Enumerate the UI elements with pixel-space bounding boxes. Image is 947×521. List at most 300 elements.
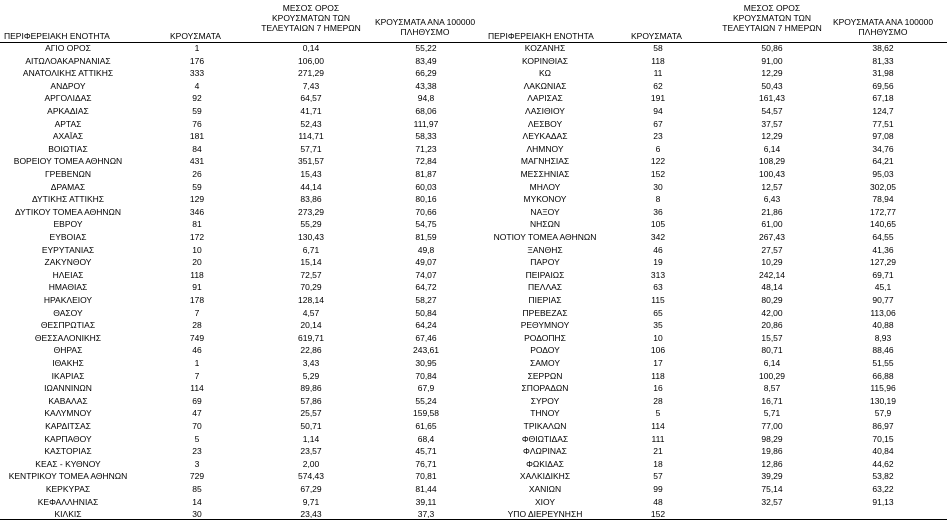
right-row-per100k: 70,15 — [872, 433, 894, 444]
right-row-cases: 8 — [655, 194, 661, 205]
left-row-avg7: 20,14 — [300, 320, 322, 331]
right-row-avg7: 5,71 — [763, 408, 781, 419]
left-row-per100k: 50,84 — [415, 307, 437, 318]
right-row-per100k: 31,98 — [872, 68, 894, 79]
right-row-cases: 114 — [651, 421, 665, 431]
right-row-avg7: 6,43 — [763, 194, 781, 205]
left-row-per100k: 68,4 — [417, 433, 435, 444]
right-row-per100k: 127,29 — [870, 257, 896, 268]
left-row-region: ΔΥΤΙΚΟΥ ΤΟΜΕΑ ΑΘΗΝΩΝ — [14, 206, 122, 217]
right-row-per100k: 86,97 — [872, 421, 894, 431]
right-header-avg — [707, 3, 837, 33]
left-row-cases: 333 — [189, 68, 205, 79]
right-row-cases: 18 — [653, 458, 663, 469]
right-row-per100k: 64,55 — [872, 232, 894, 242]
left-row-avg7: 57,71 — [300, 143, 322, 154]
right-row-per100k: 140,65 — [870, 219, 896, 230]
right-row-avg7: 12,29 — [761, 131, 783, 142]
right-row-avg7: 77,00 — [761, 421, 783, 431]
left-row-cases: 23 — [192, 446, 202, 457]
left-row-per100k: 111,97 — [413, 118, 439, 129]
left-row-region: ΚΕΡΚΥΡΑΣ — [45, 484, 91, 494]
left-row-avg7: 25,57 — [300, 408, 322, 419]
right-row-region: ΠΙΕΡΙΑΣ — [528, 295, 562, 305]
left-row-cases: 129 — [189, 194, 205, 205]
left-row-cases: 76 — [192, 118, 202, 129]
right-row-avg7: 50,43 — [761, 80, 783, 91]
right-row-avg7: 6,14 — [763, 143, 781, 154]
right-row-avg7: 21,86 — [761, 206, 783, 217]
right-row-per100k: 45,1 — [874, 282, 892, 293]
left-row-avg7: 574,43 — [298, 471, 324, 482]
right-row-region: ΣΥΡΟΥ — [530, 395, 560, 406]
left-row-per100k: 61,65 — [415, 421, 437, 431]
right-row-region: ΡΟΔΟΠΗΣ — [524, 332, 566, 343]
left-row-region: ΚΙΛΚΙΣ — [54, 509, 82, 520]
right-row-avg7: 37,57 — [761, 118, 783, 129]
left-row-region: ΖΑΚΥΝΘΟΥ — [44, 257, 92, 268]
right-row-avg7: 61,00 — [761, 219, 783, 230]
right-row-per100k: 77,51 — [872, 118, 894, 129]
left-row-region: ΑΙΤΩΛΟΑΚΑΡΝΑΝΙΑΣ — [25, 55, 111, 66]
left-row-avg7: 23,43 — [300, 509, 322, 520]
right-row-region: ΚΟΖΑΝΗΣ — [524, 43, 566, 53]
left-row-cases: 172 — [189, 232, 205, 242]
left-header-avg-line3: ΤΕΛΕΥΤΑΙΩΝ 7 ΗΜΕΡΩΝ — [261, 23, 361, 33]
left-row-per100k: 67,46 — [415, 332, 437, 343]
right-row-region: ΧΙΟΥ — [534, 496, 556, 507]
left-row-per100k: 74,07 — [415, 269, 437, 280]
right-row-region: ΠΑΡΟΥ — [530, 257, 560, 268]
left-row-cases: 47 — [192, 408, 202, 419]
left-row-region: ΘΕΣΣΑΛΟΝΙΚΗΣ — [34, 332, 102, 343]
left-row-avg7: 1,14 — [302, 433, 320, 444]
left-row-avg7: 15,43 — [300, 169, 322, 179]
left-row-per100k: 67,9 — [417, 383, 435, 394]
right-row-avg7: 32,57 — [761, 496, 783, 507]
right-row-region: ΡΟΔΟΥ — [530, 345, 560, 356]
left-row-avg7: 67,29 — [300, 484, 322, 494]
right-row-per100k: 63,22 — [872, 484, 894, 494]
right-row-per100k: 88,46 — [872, 345, 894, 356]
right-row-cases: 115 — [651, 295, 665, 305]
left-row-region: ΑΡΓΟΛΙΔΑΣ — [44, 93, 92, 104]
left-header-avg-line1: ΜΕΣΟΣ ΟΡΟΣ — [282, 3, 340, 13]
right-row-per100k: 69,71 — [872, 269, 894, 280]
right-row-avg7: 39,29 — [761, 471, 783, 482]
left-row-per100k: 60,03 — [415, 181, 437, 192]
left-row-avg7: 351,57 — [298, 156, 324, 167]
left-row-per100k: 81,44 — [415, 484, 437, 494]
left-row-per100k: 55,22 — [415, 43, 437, 53]
right-row-cases: 67 — [653, 118, 663, 129]
left-row-cases: 118 — [190, 269, 204, 280]
left-row-avg7: 114,71 — [298, 131, 324, 142]
right-row-per100k: 57,9 — [874, 408, 892, 419]
left-row-cases: 431 — [189, 156, 205, 167]
right-row-per100k: 64,21 — [872, 156, 894, 167]
right-row-region: ΛΑΚΩΝΙΑΣ — [523, 80, 567, 91]
left-header-per100k — [365, 17, 485, 37]
left-row-cases: 10 — [192, 244, 202, 255]
right-row-cases: 36 — [653, 206, 663, 217]
left-row-per100k: 81,87 — [415, 169, 437, 179]
left-row-cases: 176 — [189, 55, 205, 66]
right-row-avg7: 80,29 — [761, 295, 783, 305]
left-row-cases: 92 — [192, 93, 202, 104]
right-row-cases: 152 — [650, 509, 666, 520]
left-row-cases: 28 — [192, 320, 202, 331]
left-row-cases: 749 — [189, 332, 205, 343]
left-row-avg7: 130,43 — [298, 232, 324, 242]
left-row-avg7: 5,29 — [302, 370, 320, 381]
right-row-avg7: 19,86 — [761, 446, 783, 457]
left-row-region: ΚΑΛΥΜΝΟΥ — [44, 408, 92, 419]
left-row-cases: 91 — [192, 282, 202, 293]
right-row-cases: 63 — [653, 282, 663, 293]
left-row-avg7: 22,86 — [300, 345, 322, 356]
right-row-avg7: 10,29 — [761, 257, 783, 268]
right-row-cases: 342 — [650, 232, 666, 242]
left-header-avg — [246, 3, 376, 33]
right-row-per100k: 91,13 — [872, 496, 894, 507]
left-row-avg7: 619,71 — [298, 332, 324, 343]
right-row-per100k: 81,33 — [872, 55, 894, 66]
right-row-cases: 58 — [653, 43, 663, 53]
right-row-avg7: 267,43 — [759, 232, 785, 242]
left-row-region: ΕΥΒΟΙΑΣ — [49, 232, 87, 242]
right-row-region: ΤΡΙΚΑΛΩΝ — [523, 421, 567, 431]
right-row-region: ΠΡΕΒΕΖΑΣ — [522, 307, 568, 318]
left-row-avg7: 23,57 — [300, 446, 322, 457]
right-row-cases: 118 — [651, 370, 665, 381]
left-row-per100k: 94,8 — [417, 93, 435, 104]
right-row-avg7: 6,14 — [763, 358, 781, 368]
left-row-cases: 30 — [192, 509, 202, 520]
right-row-cases: 5 — [655, 408, 661, 419]
right-header-avg-line1: ΜΕΣΟΣ ΟΡΟΣ — [743, 3, 801, 13]
left-row-cases: 3 — [194, 458, 200, 469]
left-row-cases: 178 — [189, 295, 205, 305]
left-row-avg7: 3,43 — [302, 358, 320, 368]
right-row-region: ΛΑΣΙΘΙΟΥ — [525, 106, 565, 116]
right-row-avg7: 75,14 — [761, 484, 783, 494]
right-row-per100k: 8,93 — [874, 332, 892, 343]
right-row-per100k: 124,7 — [872, 106, 894, 116]
right-row-cases: 46 — [653, 244, 663, 255]
left-row-region: ΗΛΕΙΑΣ — [52, 269, 84, 280]
right-row-region: ΜΗΛΟΥ — [529, 181, 561, 192]
right-row-cases: 62 — [653, 80, 663, 91]
right-row-cases: 118 — [651, 55, 665, 66]
left-row-per100k: 39,11 — [415, 496, 437, 507]
left-row-avg7: 52,43 — [300, 118, 322, 129]
right-row-region: ΝΟΤΙΟΥ ΤΟΜΕΑ ΑΘΗΝΩΝ — [493, 232, 597, 242]
left-row-region: ΑΝΑΤΟΛΙΚΗΣ ΑΤΤΙΚΗΣ — [22, 68, 114, 79]
right-row-avg7: 108,29 — [759, 156, 785, 167]
right-row-per100k: 302,05 — [870, 181, 896, 192]
right-row-per100k: 172,77 — [870, 206, 896, 217]
right-row-avg7: 12,57 — [761, 181, 783, 192]
left-row-cases: 85 — [192, 484, 202, 494]
right-row-avg7: 48,14 — [761, 282, 783, 293]
left-row-avg7: 41,71 — [300, 106, 322, 116]
left-row-per100k: 54,75 — [415, 219, 437, 230]
left-row-cases: 46 — [192, 345, 202, 356]
right-row-avg7: 15,57 — [761, 332, 783, 343]
right-row-region: ΣΠΟΡΑΔΩΝ — [521, 383, 569, 394]
right-row-avg7: 42,00 — [761, 307, 783, 318]
right-row-cases: 65 — [653, 307, 663, 318]
left-row-avg7: 6,71 — [302, 244, 320, 255]
left-row-region: ΑΓΙΟ ΟΡΟΣ — [45, 43, 91, 53]
right-row-per100k: 90,77 — [872, 295, 894, 305]
right-row-avg7: 161,43 — [759, 93, 785, 104]
right-row-region: ΞΑΝΘΗΣ — [527, 244, 563, 255]
right-row-avg7: 16,71 — [761, 395, 783, 406]
left-row-cases: 181 — [189, 131, 205, 142]
left-row-per100k: 243,61 — [413, 345, 439, 356]
right-row-cases: 313 — [650, 269, 666, 280]
left-row-per100k: 55,24 — [415, 395, 437, 406]
left-row-region: ΚΕΝΤΡΙΚΟΥ ΤΟΜΕΑ ΑΘΗΝΩΝ — [8, 471, 128, 482]
left-row-avg7: 4,57 — [302, 307, 320, 318]
left-row-avg7: 9,71 — [302, 496, 320, 507]
left-row-region: ΗΜΑΘΙΑΣ — [48, 282, 88, 293]
right-row-region: ΜΑΓΝΗΣΙΑΣ — [520, 156, 570, 167]
left-row-avg7: 44,14 — [300, 181, 322, 192]
right-header-region: ΠΕΡΙΦΕΡΕΙΑΚΗ ΕΝΟΤΗΤΑ — [488, 31, 594, 41]
right-row-region: ΦΛΩΡΙΝΑΣ — [523, 446, 567, 457]
right-row-region: ΣΑΜΟΥ — [529, 358, 560, 368]
left-header-per100k-line2: ΠΛΗΘΥΣΜΟ — [400, 27, 450, 37]
right-row-per100k: 67,18 — [872, 93, 894, 104]
right-header-per100k-line2: ΠΛΗΘΥΣΜΟ — [858, 27, 908, 37]
right-row-region: ΧΑΛΚΙΔΙΚΗΣ — [519, 471, 571, 482]
right-row-region: ΝΑΞΟΥ — [530, 206, 560, 217]
left-row-per100k: 159,58 — [413, 408, 439, 419]
left-row-region: ΘΑΣΟΥ — [53, 307, 83, 318]
right-row-cases: 99 — [653, 484, 663, 494]
right-header-cases: ΚΡΟΥΣΜΑΤΑ — [631, 31, 682, 41]
right-row-cases: 191 — [650, 93, 666, 104]
right-row-cases: 10 — [653, 332, 663, 343]
right-row-region: ΛΕΥΚΑΔΑΣ — [522, 131, 568, 142]
right-header-per100k — [823, 17, 943, 37]
left-row-avg7: 89,86 — [300, 383, 322, 394]
left-row-region: ΚΑΒΑΛΑΣ — [48, 395, 88, 406]
left-row-cases: 4 — [194, 80, 200, 91]
right-row-cases: 106 — [650, 345, 666, 356]
right-row-cases: 11 — [653, 68, 663, 79]
right-row-region: ΚΩ — [538, 68, 552, 79]
right-row-avg7: 242,14 — [759, 269, 785, 280]
left-row-region: ΚΕΑΣ - ΚΥΘΝΟΥ — [35, 458, 101, 469]
left-row-cases: 20 — [192, 257, 202, 268]
right-row-avg7: 12,86 — [761, 458, 783, 469]
right-row-region: ΡΕΘΥΜΝΟΥ — [520, 320, 570, 331]
right-row-cases: 105 — [650, 219, 666, 230]
right-row-cases: 152 — [650, 169, 666, 179]
left-row-avg7: 55,29 — [300, 219, 322, 230]
left-row-cases: 59 — [192, 181, 202, 192]
left-row-per100k: 83,49 — [415, 55, 437, 66]
left-row-per100k: 45,71 — [415, 446, 437, 457]
right-row-cases: 111 — [651, 433, 665, 444]
right-row-per100k: 40,84 — [872, 446, 894, 457]
left-row-region: ΘΗΡΑΣ — [53, 345, 83, 356]
left-row-avg7: 128,14 — [298, 295, 324, 305]
left-row-cases: 81 — [192, 219, 202, 230]
left-row-cases: 5 — [194, 433, 200, 444]
left-row-per100k: 30,95 — [415, 358, 437, 368]
right-row-region: ΛΑΡΙΣΑΣ — [527, 93, 563, 104]
left-row-avg7: 106,00 — [298, 55, 324, 66]
right-row-region: ΜΥΚΟΝΟΥ — [523, 194, 567, 205]
left-row-avg7: 57,86 — [300, 395, 322, 406]
left-row-avg7: 72,57 — [300, 269, 322, 280]
left-row-region: ΑΧΑΪΑΣ — [52, 131, 84, 142]
right-row-region: ΧΑΝΙΩΝ — [528, 484, 562, 494]
left-row-region: ΘΕΣΠΡΩΤΙΑΣ — [40, 320, 96, 331]
right-row-cases: 57 — [653, 471, 663, 482]
left-row-avg7: 64,57 — [300, 93, 322, 104]
left-row-avg7: 70,29 — [300, 282, 322, 293]
left-row-per100k: 37,3 — [417, 509, 435, 520]
left-row-per100k: 68,06 — [415, 106, 437, 116]
left-row-region: ΚΑΡΔΙΤΣΑΣ — [45, 421, 91, 431]
right-header-per100k-line1: ΚΡΟΥΣΜΑΤΑ ΑΝΑ 100000 — [832, 17, 934, 27]
right-row-cases: 19 — [653, 257, 663, 268]
right-row-cases: 17 — [653, 358, 663, 368]
left-row-per100k: 58,33 — [415, 131, 437, 142]
right-row-per100k: 34,76 — [872, 143, 894, 154]
left-row-per100k: 70,66 — [415, 206, 437, 217]
left-row-cases: 7 — [194, 307, 200, 318]
right-row-avg7: 50,86 — [761, 43, 783, 53]
right-row-per100k: 113,06 — [870, 307, 896, 318]
left-row-avg7: 271,29 — [298, 68, 324, 79]
right-row-avg7: 20,86 — [761, 320, 783, 331]
left-row-avg7: 2,00 — [302, 458, 320, 469]
left-row-region: ΕΥΡΥΤΑΝΙΑΣ — [41, 244, 95, 255]
right-row-per100k: 69,56 — [872, 80, 894, 91]
right-row-region: ΦΘΙΩΤΙΔΑΣ — [521, 433, 569, 444]
right-row-region: ΠΕΙΡΑΙΩΣ — [525, 269, 565, 280]
left-row-region: ΒΟΙΩΤΙΑΣ — [48, 143, 88, 154]
right-row-avg7: 54,57 — [761, 106, 783, 116]
left-row-per100k: 43,38 — [415, 80, 437, 91]
right-row-avg7: 12,29 — [761, 68, 783, 79]
left-row-cases: 84 — [192, 143, 202, 154]
left-row-region: ΚΑΡΠΑΘΟΥ — [44, 433, 92, 444]
left-row-cases: 1 — [194, 43, 200, 53]
right-row-cases: 122 — [650, 156, 666, 167]
right-row-region: ΛΕΣΒΟΥ — [527, 118, 563, 129]
right-row-region: ΚΟΡΙΝΘΙΑΣ — [521, 55, 569, 66]
left-row-per100k: 58,27 — [415, 295, 437, 305]
left-row-avg7: 50,71 — [300, 421, 322, 431]
left-row-per100k: 49,07 — [415, 257, 437, 268]
right-row-cases: 30 — [653, 181, 663, 192]
left-row-per100k: 70,81 — [415, 471, 437, 482]
right-row-per100k: 51,55 — [872, 358, 894, 368]
right-row-per100k: 66,88 — [872, 370, 894, 381]
right-row-cases: 16 — [653, 383, 663, 394]
left-row-region: ΒΟΡΕΙΟΥ ΤΟΜΕΑ ΑΘΗΝΩΝ — [13, 156, 123, 167]
left-row-cases: 70 — [192, 421, 202, 431]
left-row-region: ΙΩΑΝΝΙΝΩΝ — [44, 383, 92, 394]
left-row-cases: 114 — [190, 383, 204, 394]
left-row-avg7: 7,43 — [302, 80, 320, 91]
right-row-avg7: 8,57 — [763, 383, 781, 394]
right-row-avg7: 98,29 — [761, 433, 783, 444]
left-row-cases: 26 — [192, 169, 202, 179]
right-row-region: ΦΩΚΙΔΑΣ — [526, 458, 564, 469]
right-row-region: ΠΕΛΛΑΣ — [527, 282, 563, 293]
left-row-region: ΕΒΡΟΥ — [53, 219, 83, 230]
left-row-avg7: 15,14 — [300, 257, 322, 268]
right-row-per100k: 40,88 — [872, 320, 894, 331]
left-header-cases: ΚΡΟΥΣΜΑΤΑ — [170, 31, 221, 41]
right-header-avg-line3: ΤΕΛΕΥΤΑΙΩΝ 7 ΗΜΕΡΩΝ — [722, 23, 822, 33]
right-header-avg-line2: ΚΡΟΥΣΜΑΤΩΝ ΤΩΝ — [733, 13, 811, 23]
left-row-region: ΙΘΑΚΗΣ — [52, 358, 84, 368]
right-row-cases: 94 — [653, 106, 663, 116]
right-row-cases: 48 — [653, 496, 663, 507]
right-row-cases: 28 — [653, 395, 663, 406]
left-row-cases: 1 — [194, 358, 200, 368]
right-row-region: ΝΗΣΩΝ — [529, 219, 561, 230]
left-header-region: ΠΕΡΙΦΕΡΕΙΑΚΗ ΕΝΟΤΗΤΑ — [4, 31, 110, 41]
right-row-cases: 21 — [653, 446, 663, 457]
right-row-cases: 35 — [653, 320, 663, 331]
right-row-per100k: 78,94 — [872, 194, 894, 205]
right-row-region: ΛΗΜΝΟΥ — [526, 143, 564, 154]
right-row-avg7: 80,71 — [761, 345, 783, 356]
right-row-per100k: 44,62 — [872, 458, 894, 469]
right-row-region: ΥΠΟ ΔΙΕΡΕΥΝΗΣΗ — [507, 509, 583, 520]
right-row-cases: 23 — [653, 131, 663, 142]
right-row-cases: 6 — [655, 143, 661, 154]
left-row-per100k: 64,24 — [415, 320, 437, 331]
left-row-avg7: 273,29 — [298, 206, 324, 217]
left-row-region: ΚΕΦΑΛΛΗΝΙΑΣ — [37, 496, 99, 507]
left-row-region: ΚΑΣΤΟΡΙΑΣ — [44, 446, 92, 457]
right-row-per100k: 97,08 — [872, 131, 894, 142]
left-row-per100k: 64,72 — [415, 282, 437, 293]
left-row-per100k: 76,71 — [415, 458, 437, 469]
left-row-region: ΙΚΑΡΙΑΣ — [51, 370, 85, 381]
left-row-region: ΔΡΑΜΑΣ — [50, 181, 86, 192]
right-row-per100k: 53,82 — [872, 471, 894, 482]
right-row-region: ΣΕΡΡΩΝ — [527, 370, 563, 381]
right-row-avg7: 100,43 — [759, 169, 785, 179]
left-row-cases: 69 — [192, 395, 202, 406]
left-row-region: ΑΡΚΑΔΙΑΣ — [47, 106, 89, 116]
left-row-per100k: 71,23 — [415, 143, 437, 154]
left-row-per100k: 70,84 — [415, 370, 437, 381]
left-row-per100k: 80,16 — [415, 194, 437, 205]
left-row-per100k: 66,29 — [415, 68, 437, 79]
left-row-per100k: 72,84 — [415, 156, 437, 167]
left-row-region: ΑΡΤΑΣ — [54, 118, 82, 129]
left-row-cases: 59 — [192, 106, 202, 116]
left-header-per100k-line1: ΚΡΟΥΣΜΑΤΑ ΑΝΑ 100000 — [374, 17, 476, 27]
left-row-per100k: 81,59 — [415, 232, 437, 242]
right-row-avg7: 91,00 — [761, 55, 783, 66]
right-row-per100k: 130,19 — [870, 395, 896, 406]
